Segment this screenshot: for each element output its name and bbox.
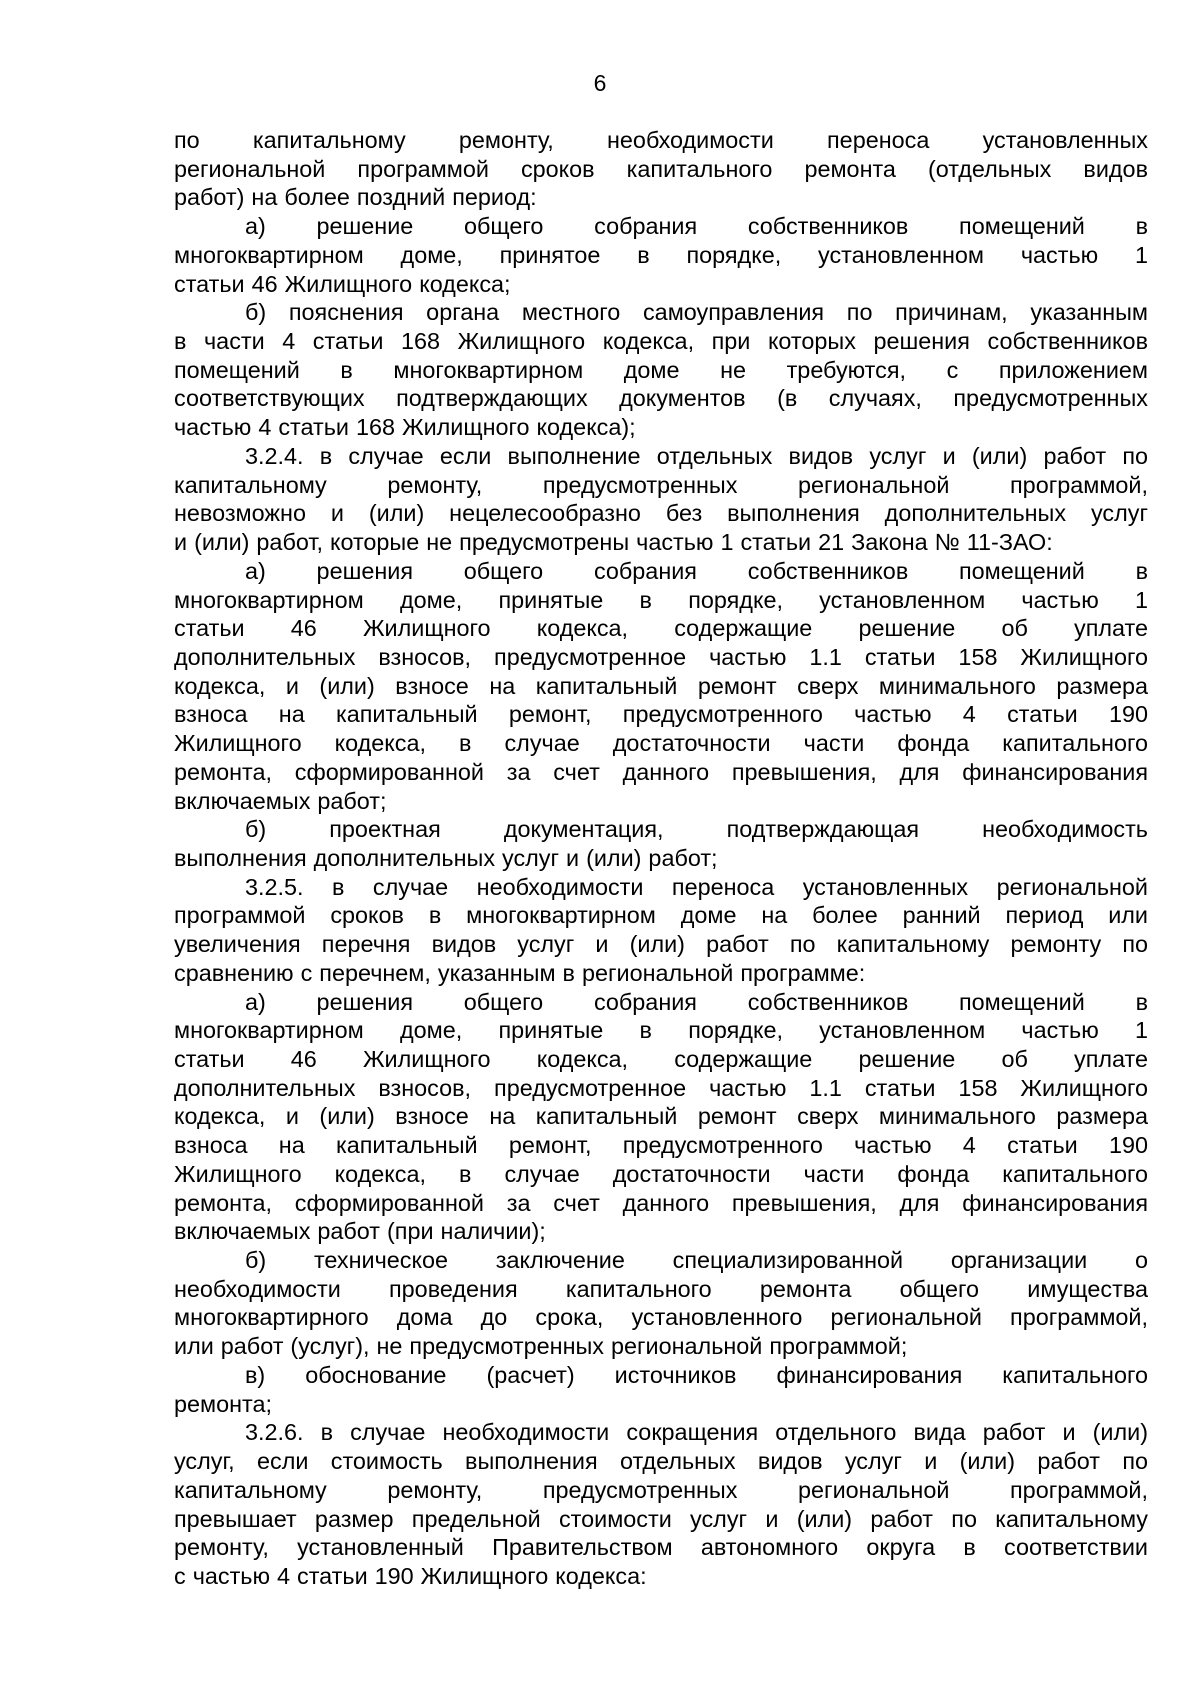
text-line: соответствующих подтверждающих документов (в случаях, предусмотренных xyxy=(174,385,1148,412)
paragraph xyxy=(174,1418,1148,1590)
text-line: в) обоснование (расчет) источников финансирования капитального xyxy=(245,1361,1148,1388)
text-line: включаемых работ (при наличии); xyxy=(174,1218,546,1245)
text-line: статьи 46 Жилищного кодекса; xyxy=(174,270,511,297)
text-line: увеличения перечня видов услуг и (или) работ по капитальному ремонту по xyxy=(174,931,1148,958)
paragraph xyxy=(174,557,1148,815)
text-line: 3.2.5. в случае необходимости переноса установленных региональной xyxy=(245,873,1148,900)
text-line: частью 4 статьи 168 Жилищного кодекса); xyxy=(174,414,636,441)
text-line: в части 4 статьи 168 Жилищного кодекса, при которых решения собственников xyxy=(174,328,1148,355)
text-line: включаемых работ; xyxy=(174,787,387,814)
paragraph xyxy=(174,1361,1148,1418)
text-line: дополнительных взносов, предусмотренное частью 1.1 статьи 158 Жилищного xyxy=(174,643,1148,670)
text-line: 3.2.4. в случае если выполнение отдельных видов услуг и (или) работ по xyxy=(245,442,1148,469)
paragraph xyxy=(174,1246,1148,1361)
text-line: Жилищного кодекса, в случае достаточности части фонда капитального xyxy=(174,1160,1148,1187)
text-line: услуг, если стоимость выполнения отдельных видов услуг и (или) работ по xyxy=(174,1448,1148,1475)
paragraph xyxy=(174,442,1148,557)
text-line: а) решения общего собрания собственников помещений в xyxy=(245,988,1148,1015)
text-line: работ) на более поздний период: xyxy=(174,184,537,211)
text-line: выполнения дополнительных услуг и (или) работ; xyxy=(174,844,718,871)
text-line: статьи 46 Жилищного кодекса, содержащие решение об уплате xyxy=(174,1046,1148,1072)
text-line: превышает размер предельной стоимости услуг и (или) работ по капитальному xyxy=(174,1505,1148,1532)
text-line: и (или) работ, которые не предусмотрены частью 1 статьи 21 Закона № 11-ЗАО: xyxy=(174,529,1053,556)
text-line: капитальному ремонту, предусмотренных региональной программой, xyxy=(174,1476,1148,1503)
text-line: ремонта, сформированной за счет данного превышения, для финансирования xyxy=(174,1189,1148,1216)
paragraph xyxy=(174,212,1148,298)
text-line: сравнению с перечнем, указанным в региональной программе: xyxy=(174,959,866,986)
text-line: взноса на капитальный ремонт, предусмотренного частью 4 статьи 190 xyxy=(174,701,1148,728)
paragraph xyxy=(174,988,1148,1246)
text-line: а) решение общего собрания собственников помещений в xyxy=(245,213,1148,240)
text-line: необходимости проведения капитального ремонта общего имущества xyxy=(174,1275,1148,1302)
text-line: многоквартирном доме, принятые в порядке, установленном частью 1 xyxy=(174,586,1148,613)
paragraph xyxy=(174,126,1148,212)
paragraph xyxy=(174,298,1148,442)
document-body xyxy=(174,126,1148,1591)
text-line: а) решения общего собрания собственников помещений в xyxy=(245,557,1148,584)
text-line: б) пояснения органа местного самоуправления по причинам, указанным xyxy=(245,299,1148,326)
text-line: многоквартирного дома до срока, установленного региональной программой, xyxy=(174,1304,1148,1331)
text-line: или работ (услуг), не предусмотренных региональной программой; xyxy=(174,1333,908,1360)
text-line: взноса на капитальный ремонт, предусмотренного частью 4 статьи 190 xyxy=(174,1132,1148,1159)
text-line: Жилищного кодекса, в случае достаточности части фонда капитального xyxy=(174,730,1148,757)
text-line: невозможно и (или) нецелесообразно без выполнения дополнительных услуг xyxy=(174,500,1148,527)
text-line: многоквартирном доме, принятое в порядке, установленном частью 1 xyxy=(174,241,1148,268)
text-line: кодекса, и (или) взносе на капитальный ремонт сверх минимального размера xyxy=(174,672,1148,699)
paragraph xyxy=(174,873,1148,988)
text-line: ремонта, сформированной за счет данного превышения, для финансирования xyxy=(174,758,1148,785)
text-line: многоквартирном доме, принятые в порядке, установленном частью 1 xyxy=(174,1017,1148,1044)
text-line: ремонту, установленный Правительством автономного округа в соответствии xyxy=(174,1534,1148,1561)
text-line: 3.2.6. в случае необходимости сокращения отдельного вида работ и (или) xyxy=(245,1419,1148,1446)
text-line: б) техническое заключение специализированной организации о xyxy=(245,1247,1148,1274)
text-line: б) проектная документация, подтверждающая необходимость xyxy=(245,816,1148,843)
text-line: статьи 46 Жилищного кодекса, содержащие решение об уплате xyxy=(174,615,1148,642)
text-line: региональной программой сроков капитального ремонта (отдельных видов xyxy=(174,155,1148,182)
text-line: по капитальному ремонту, необходимости переноса установленных xyxy=(174,127,1148,153)
text-line: программой сроков в многоквартирном доме на более ранний период или xyxy=(174,902,1148,929)
text-line: кодекса, и (или) взносе на капитальный ремонт сверх минимального размера xyxy=(174,1103,1148,1130)
text-line: дополнительных взносов, предусмотренное частью 1.1 статьи 158 Жилищного xyxy=(174,1074,1148,1101)
text-line: помещений в многоквартирном доме не требуются, с приложением xyxy=(174,356,1148,383)
page-number: 6 xyxy=(593,70,607,96)
text-line: с частью 4 статьи 190 Жилищного кодекса: xyxy=(174,1562,647,1589)
text-line: капитальному ремонту, предусмотренных региональной программой, xyxy=(174,471,1148,498)
paragraph xyxy=(174,815,1148,872)
text-line: ремонта; xyxy=(174,1390,272,1417)
